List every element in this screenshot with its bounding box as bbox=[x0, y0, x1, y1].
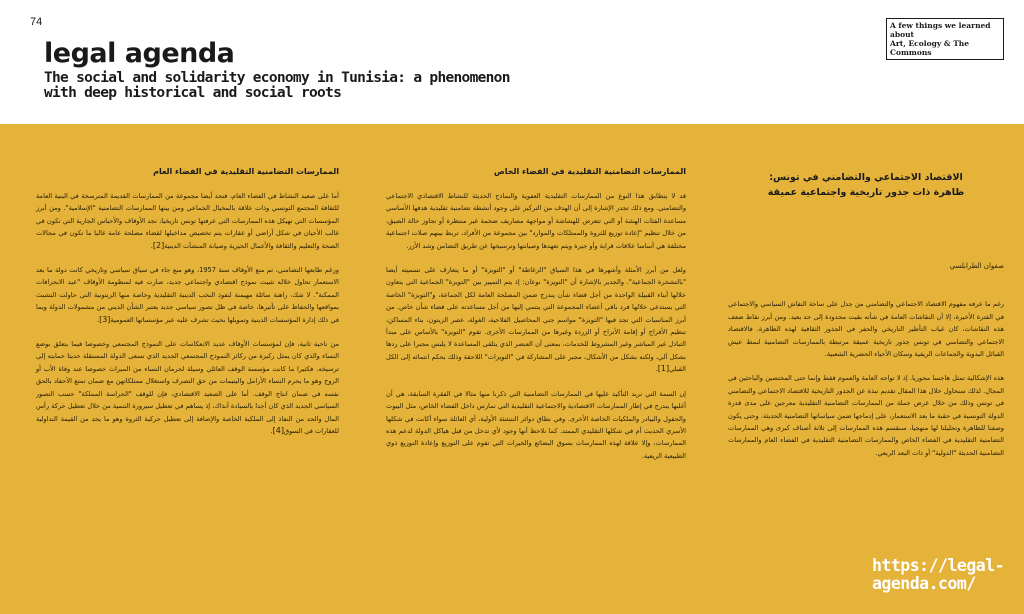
article-column-middle bbox=[386, 166, 686, 474]
paragraph-text: أما على صعيد النشاط في الفضاء العام، فنجد أيضا مجموعة من الممارسات القديمة المترسخة في البنية العامة للثقافة المجتمع التونسي وذات علاقة بالمخيال الجماعي ومن بينها الممارسات التضامنية "الإسلامية". ومن أبرز المؤسسات التي تهيكل هذه الممارسات التي عرفتها تونس تاريخيا، نجد الأوقاف والأحباس الجارية التي تكون في غالب الأحيان في شكل أراضي أو عقارات يتم تخصيص مداخيلها لقضاء مصلحة عامة غالبا ما تكون في مجالات الصحة والتعليم والثقافة والأعمال الخيرية وصيانة المنشآت الدينية bbox=[36, 192, 339, 250]
article-title-line1: الاقتصاد الاجتماعي والتضامني في تونس: bbox=[769, 172, 963, 183]
paragraph: ولعل من أبرز الأمثلة وأشهرها في هذا السياق "الزغاطة" أو "التويزة" أو ما يتعارف على تسميته أيضا "بالتشخرة الجماعية". والجدير بالإشارة أن "التويزة" نوعان: إذ يتم التمييز بين "التويزة" الجماعية التي يتعاون خلالها أبناء القبيلة الواحدة من أجل قضاء شأن يندرج ضمن المصلحة العامة لكل الجماعة، و"التويزة" الخاصة التي يستدعي خلالها فرد باقي أعضاء المجموعة التي ينتمي إليها من أجل مساعدته على قضاء شأن خاص. من أبرز المناسبات التي تجد فيها "التويزة" مواسم جني المحاصيل الفلاحية، الغولة، عصر الزيتون، بناء المساكن، تنظيم الأفراح أو إقامة الأتراح أو الزردة وغيرها من الممارسات الأخرى. تقوم "التويزة" بالأساس على مبدأ التبادل غير المباشر وغير المشروط للخدمات، بمعنى أن العنصر الذي يتلقى المساعدة لا يلبس مجبرا على ردها بشكل آلي، ولكنه بشكل من الأشكال، مجبر على المشاركة في "التويزات" اللاحقة وذلك بحكم انتمائه إلى الكل القبلي[1]. bbox=[386, 266, 686, 374]
paragraph: أما على صعيد النشاط في الفضاء العام، فنجد أيضا مجموعة من الممارسات القديمة المترسخة في البنية العامة للثقافة المجتمع التونسي وذات علاقة بالمخيال الجماعي ومن بينها الممارسات التضامنية "الإسلامية". ومن أبرز المؤسسات التي تهيكل هذه الممارسات التي عرفتها تونس تاريخيا، نجد الأوقاف والأحباس الجارية التي تكون في غالب الأحيان في شكل أراضي أو عقارات يتم تخصيص مداخيلها لقضاء مصلحة عامة غالبا ما تكون في مجالات الصحة والتعليم والثقافة والأعمال الخيرية وصيانة المنشآت الدينية[2]. bbox=[36, 192, 339, 250]
footnote-ref[interactable]: [2] bbox=[152, 240, 165, 250]
website-link[interactable] bbox=[872, 557, 1004, 593]
article-column-right bbox=[728, 170, 1004, 471]
website-link-line2: agenda.com/ bbox=[872, 574, 976, 593]
author-name: صفوان الطرابلسي bbox=[949, 262, 1004, 270]
article-title-line2: ظاهرة ذات جذور تاريخية واجتماعية عميقة bbox=[767, 187, 965, 198]
section-heading: الممارسات التضامنية التقليدية في الفضاء الخاص bbox=[493, 167, 686, 176]
article-column-left bbox=[36, 166, 339, 449]
article-title bbox=[728, 170, 1004, 200]
series-label bbox=[886, 18, 1004, 60]
section-heading: الممارسات التضامنية التقليدية في الفضاء العام bbox=[153, 167, 339, 176]
paragraph: قد لا يتطابق هذا النوع من الممارسات التقليدية العفوية والنماذج الحديثة للنشاط الاقتصادي الاجتماعي والتضامني. ومع ذلك تجدر الإشارة إلى أن الهدف من التركيز على وجود أنشطة تضامنية تقليدية هدفها الأساسي مساعدة الفئات الهشة أو التي تتعرض للهشاشة أو مواجهة مصاريف ضخمة غير منتظرة أو تجاوز حالة الضيق، من خلال تنظيم "إعادة توزيع للثروة والممتلكات والموارد" بين مجموعة من الأفراد، تربط بينهم صلات اجتماعية مختلفة هي أساسا علاقات قرابة وأو جيرة ويتم تعهدها وصيانتها وترسيخها عن طريق التضامن وشد الأزر. bbox=[386, 192, 686, 250]
footnote-ref[interactable]: [1] bbox=[657, 364, 670, 374]
article-subtitle: The social and solidarity economy in Tunisia: a phenomenon with deep historical and social roots bbox=[44, 70, 510, 101]
series-label-line1: A few things we learned about bbox=[890, 21, 991, 39]
paragraph: ورغم طابعها التضامني، تم منع الأوقاف سنة 1957، وهو منع جاء في سياق سياسي وتاريخي كانت دولة ما بعد الاستعمار تحاول خلاله تثبيت نموذج اقتصادي واجتماعي جديد، صارت فيه لمنظومة الأوقاف "عيد الانحرافات الممكنة". لا شك، راهنة سائلة مهيمنة لنفوذ النخب الدينية التقليدية وخاصة منها الزيتونية التي حاولت التشبث بمواقعها والحفاظ على تأثيرها، خاصة في ظل تصور سياسي جديد يعتبر الشأن الديني من مشمولات الدولة وبما في ذلك إدارة المؤسسات الدينية وتمويلها بحيث تشرف عليه عبر مؤسساتها العمومية[3]. bbox=[36, 266, 339, 324]
footnote-ref[interactable]: [4] bbox=[272, 425, 284, 435]
paragraph: من ناحية ثانية، فإن لمؤسسات الأوقاف عديد الانعكاسات على النموذج المجتمعي وخصوصا فيما يتعلق بوضع النساء والذي كان يمثل ركيزة من ركائز النموذج المجتمعي الجديد الذي تسعى الدولة المستقلة حديثا حمايته إلى ترسيخه. فكثيرا ما كانت مؤسسة الوقف العائلي وسيلة لحرمان النساء من الميراث خصوصا عند وفاة الأب أو الزوج وهو ما يحرم النساء الأرامل واليتيمات من حق التصرف واستغلال ممتلكاتهن مع ضمان تمتع الأحفاد بالحق نفسه في ضمان انتاج الوقف. أما على الصعيد الاقتصادي، فإن للوقف "الحراسة المملكة" حسب التصور السياسي الجديد الذي كان أجدا بالسيادة آنذاك، إذ يساهم في تعطيل سيرورة التنمية من خلال تعطيل حركة رأس المال والحد من النفاذ إلى الملكية الخاصة والإضافة إلى تعطيل حركية الثروة وهو ما يحد من القيمة التداولية للعقارات في السوق[4]. bbox=[36, 340, 339, 435]
paragraph: رغم ما عرفه مفهوم الاقتصاد الاجتماعي والتضامني من جدل على ساحة النقاش السياسي والاجتماعي في الفترة الأخيرة، إلا أن النقاشات العامة في شأنه بقيت محدودة إلى حد بعيد. ومن أبرز نقاط ضعف هذه النقاشات، كان غياب التأطير التاريخي والحفر في الجذور الثقافية لهذه الظاهرة. فالاقتصاد الاجتماعي والتضامني في تونس جذور تاريخية عميقة مرتبطة بالممارسات التضامنية لنمط عيش القبائل البدوية والجماعات الريفية وسكان الأحياء الحضرية الشعبية. bbox=[728, 300, 1004, 359]
paragraph-text: ولعل من أبرز الأمثلة وأشهرها في هذا السياق "الزغاطة" أو "التويزة" أو ما يتعارف على تسميته أيضا "بالتشخرة الجماعية". والجدير بالإشارة أن "التويزة" نوعان: إذ يتم التمييز بين "التويزة" الجماعية التي يتعاون خلالها أبناء القبيلة الواحدة من أجل قضاء شأن يندرج ضمن المصلحة العامة لكل الجماعة، و"التويزة" الخاصة التي يستدعي خلالها فرد باقي أعضاء المجموعة التي ينتمي إليها من أجل مساعدته على قضاء شأن خاص. من أبرز المناسبات التي تجد فيها "التويزة" مواسم جني المحاصيل الفلاحية، الغولة، عصر الزيتون، بناء المساكن، تنظيم الأفراح أو إقامة الأتراح أو الزردة وغيرها من الممارسات الأخرى. تقوم "التويزة" بالأساس على مبدأ التبادل غير المباشر وغير المشروط للخدمات، بمعنى أن العنصر الذي يتلقى المساعدة لا يلبس مجبرا على ردها بشكل آلي، ولكنه بشكل من الأشكال، مجبر على المشاركة في "التويزات" اللاحقة وذلك بحكم انتمائه إلى الكل القبلي bbox=[386, 266, 686, 374]
paragraph: إن السمة التي نريد التأكيد عليها في الممارسات التضامنية التي ذكرنا منها مثالا في الفقرة السابقة، هي أن أغلبها يندرج في إطار الممارسات الاقتصادية والاجتماعية التقليدية التي تمارس داخل الفضاء الخاص، مثل البيوت والحقول والبيادر والملكيات الخاصة الأخرى. وفي نطاق دوائر التنشئة الأولية، أي العائلة سواء أكانت في شكلها الأسري الحديث أم في شكلها التقليدي الممتد. كما نلاحظ أنها وجود لأي تدخل من قبل هياكل الدولة لدعم هذه الممارسات، وإلا علاقة لهذه الممارسات بسوق البضائع والخيرات التي تقوم على التوزيع وإعادة التوزيع ذوي الطبيعية الريعية. bbox=[386, 389, 686, 460]
footnote-ref[interactable]: [3] bbox=[99, 314, 111, 324]
paragraph: هذه الإشكالية تمثل هاجسا محوريا. إذ لا تواجه العامة والعموم فقط وإنما حتى المختصين والباحثين في المجال. لذلك سنحاول خلال هذا المقال تقديم نبذة عن الجذور التاريخية للاقتصاد الاجتماعي والتضامني في تونس وذلك من خلال عرض جملة من الممارسات التضامنية التقليدية معرجين على مدى قدرة الدولة التونسية في حقبة ما بعد الاستعمار، على إدماجها ضمن سياساتها التضامنية الحديثة. وحتى يكون وصفنا للظاهرة وتحليلنا لها منهجيا، سنقسم هذه الممارسات إلى ثلاثة أصناف كبرى وهي الممارسات التضامنية التقليدية في الفضاء الخاص والممارسات التضامنية التقليدية في الفضاء العام والممارسات التضامنية الحديثة "الدولية" أو ذات البعد الريعي. bbox=[728, 374, 1004, 457]
paragraph-text: من ناحية ثانية، فإن لمؤسسات الأوقاف عديد الانعكاسات على النموذج المجتمعي وخصوصا فيما يتعلق بوضع النساء والذي كان يمثل ركيزة من ركائز النموذج المجتمعي الجديد الذي تسعى الدولة المستقلة حديثا حمايته إلى ترسيخه. فكثيرا ما كانت مؤسسة الوقف العائلي وسيلة لحرمان النساء من الميراث خصوصا عند وفاة الأب أو الزوج وهو ما يحرم النساء الأرامل واليتيمات من حق التصرف واستغلال ممتلكاتهن مع ضمان تمتع الأحفاد بالحق نفسه في ضمان انتاج الوقف. أما على الصعيد الاقتصادي، فإن للوقف "الحراسة المملكة" حسب التصور السياسي الجديد الذي كان أجدا بالسيادة آنذاك، إذ يساهم في تعطيل سيرورة التنمية من خلال تعطيل حركة رأس المال والحد من النفاذ إلى الملكية الخاصة والإضافة إلى تعطيل حركية الثروة وهو ما يحد من القيمة التداولية للعقارات في السوق bbox=[36, 340, 339, 435]
series-label-line2: Art, Ecology & The Commons bbox=[890, 39, 969, 57]
website-link-line1: https://legal- bbox=[872, 556, 1005, 575]
publication-title: legal agenda bbox=[44, 38, 235, 69]
page-number: 74 bbox=[30, 16, 43, 28]
paragraph-text: ورغم طابعها التضامني، تم منع الأوقاف سنة 1957، وهو منع جاء في سياق سياسي وتاريخي كانت دولة ما بعد الاستعمار تحاول خلاله تثبيت نموذج اقتصادي واجتماعي جديد، صارت فيه لمنظومة الأوقاف "عيد الانحرافات الممكنة". لا شك، راهنة سائلة مهيمنة لنفوذ النخب الدينية التقليدية وخاصة منها الزيتونية التي حاولت التشبث بمواقعها والحفاظ على تأثيرها، خاصة في ظل تصور سياسي جديد يعتبر الشأن الديني من مشمولات الدولة وبما في ذلك إدارة المؤسسات الدينية وتمويلها بحيث تشرف عليه عبر مؤسساتها العمومية bbox=[36, 266, 339, 324]
